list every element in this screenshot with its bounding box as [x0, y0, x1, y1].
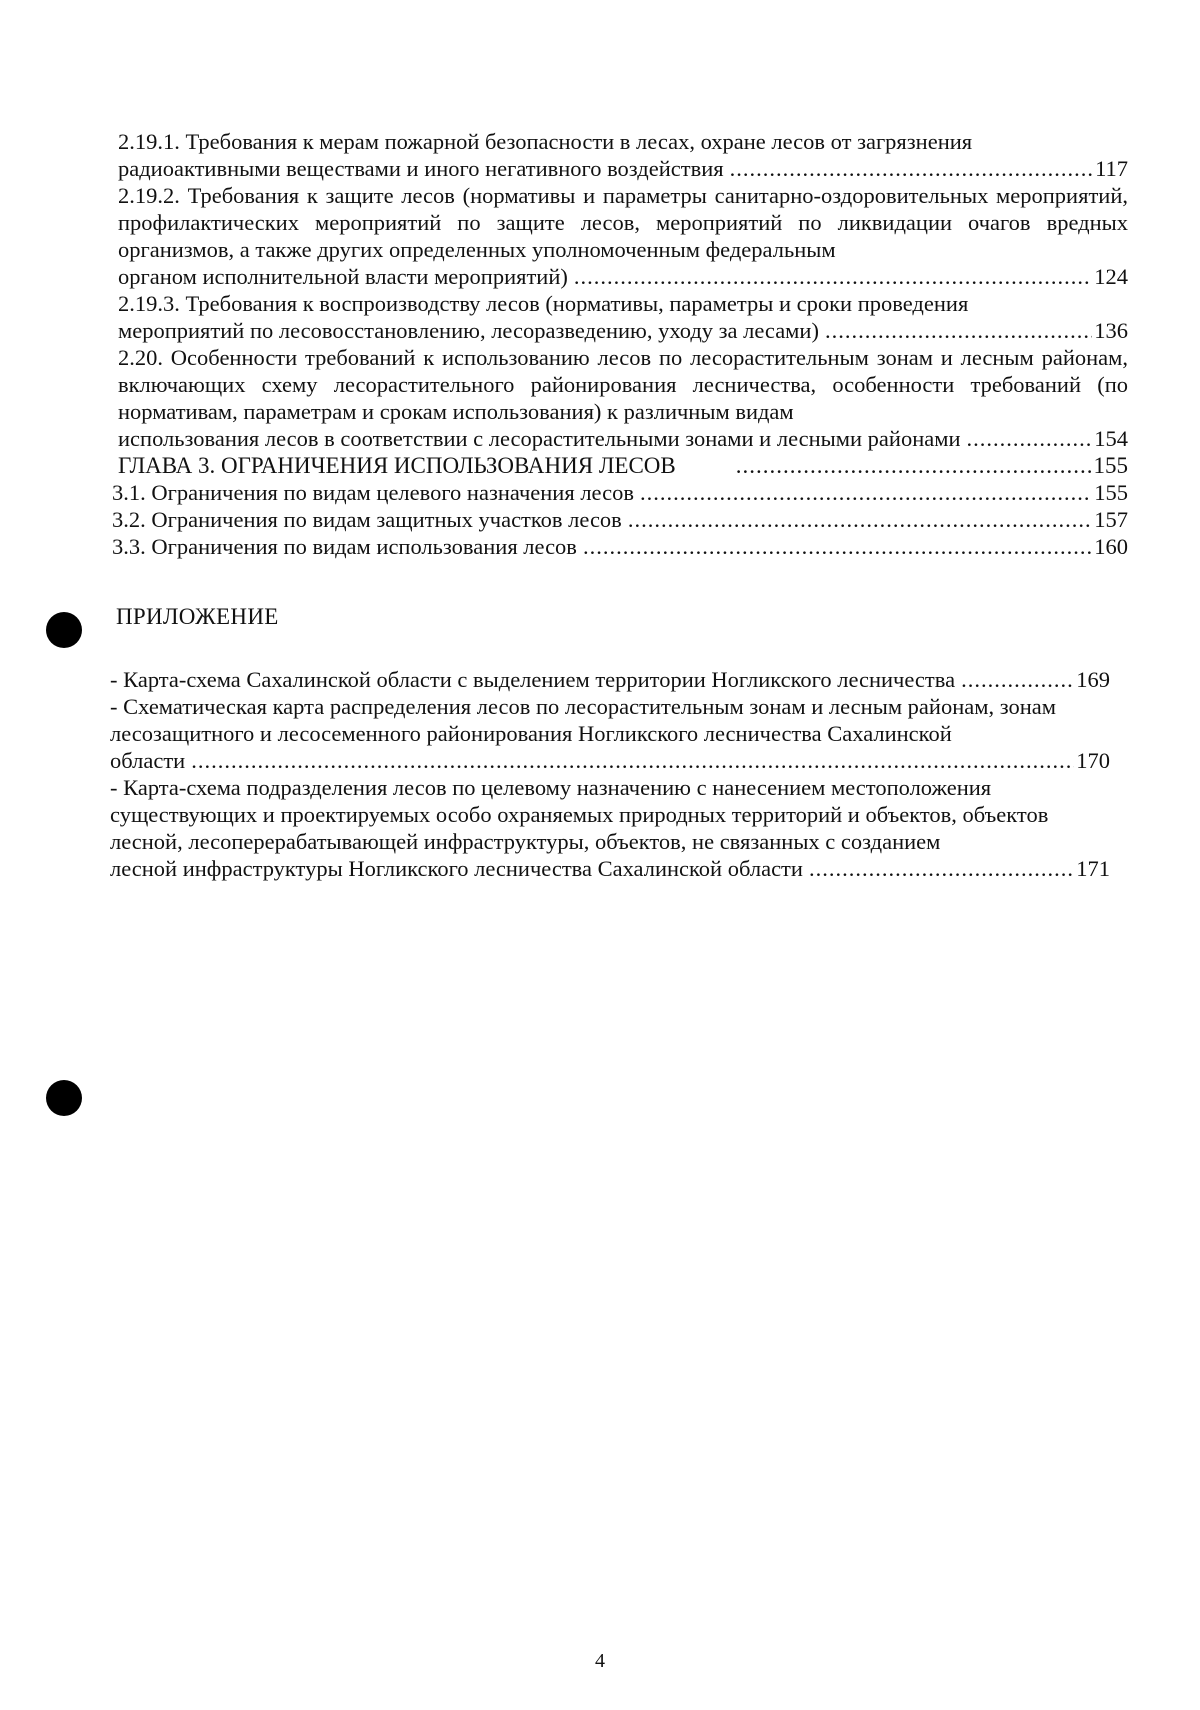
toc-page-number: 171	[1076, 856, 1110, 881]
toc-entry-2-19-1	[118, 128, 1128, 182]
appendix-item-1	[110, 666, 1110, 693]
toc-entry-text: 2.20. Особенности требований к использованию лесов по лесорастительным зонам и лесным районам, включающих схему лесорастительного районирования лесничества, особенности требований (по нормативам, параметрам и срокам использования) к различным видам	[118, 345, 1128, 424]
toc-entry-3-2	[112, 506, 1128, 533]
toc-page-number: 136	[1094, 318, 1128, 343]
toc-page-number: 155	[1093, 453, 1128, 478]
appendix-heading: ПРИЛОЖЕНИЕ	[116, 604, 279, 629]
toc-entry-2-19-3	[118, 290, 1128, 344]
toc-entry-line	[110, 747, 1110, 774]
toc-entry-lead: лесной инфраструктуры Ногликского лесничества Сахалинской области	[110, 856, 803, 881]
toc-entry-line	[112, 533, 1128, 560]
dot-leader	[583, 533, 1092, 560]
dot-leader	[628, 506, 1092, 533]
punch-hole-top	[46, 612, 82, 648]
toc-entry-line	[112, 506, 1128, 533]
table-of-contents	[112, 128, 1128, 560]
dot-leader	[736, 452, 1092, 479]
toc-entry-lead: 3.3. Ограничения по видам использования лесов	[112, 534, 577, 559]
appendix-item-3	[110, 774, 1110, 882]
toc-page-number: 169	[1076, 667, 1110, 692]
toc-entry-text: - Схематическая карта распределения лесов по лесорастительным зонам и лесным районам, зонам лесозащитного и лесосеменного районирования Ногликского лесничества Сахалинской	[110, 694, 1056, 746]
dot-leader	[640, 479, 1092, 506]
toc-page-number: 160	[1094, 534, 1128, 559]
toc-entry-lead: - Карта-схема Сахалинской области с выделением территории Ногликского лесничества	[110, 667, 956, 692]
dot-leader	[191, 747, 1074, 774]
toc-entry-text: - Карта-схема подразделения лесов по целевому назначению с нанесением местоположения существующих и проектируемых особо охраняемых природных территорий и объектов, объектов лесной, лесоперерабатывающей инфраструктуры, объектов, не связанных с созданием	[110, 775, 1049, 854]
toc-entry-line	[110, 855, 1110, 882]
toc-page-number: 155	[1094, 480, 1128, 505]
toc-entry-line	[118, 317, 1128, 344]
toc-entry-line	[118, 155, 1128, 182]
punch-hole-bottom	[46, 1080, 82, 1116]
dot-leader	[809, 855, 1074, 882]
toc-entry-lead: области	[110, 748, 186, 773]
dot-leader	[825, 317, 1092, 344]
dot-leader	[967, 425, 1093, 452]
toc-chapter-3	[118, 452, 1128, 479]
toc-page-number: 154	[1094, 426, 1128, 451]
dot-leader	[574, 263, 1092, 290]
toc-entry-text: 2.19.3. Требования к воспроизводству лесов (нормативы, параметры и сроки проведения	[118, 291, 969, 316]
toc-entry-lead: 3.2. Ограничения по видам защитных участков лесов	[112, 507, 622, 532]
page-number: 4	[595, 1650, 605, 1672]
toc-entry-line	[110, 666, 1110, 693]
toc-entry-3-1	[112, 479, 1128, 506]
toc-entry-lead: мероприятий по лесовосстановлению, лесоразведению, уходу за лесами)	[118, 318, 819, 343]
toc-page-number: 117	[1095, 156, 1128, 181]
toc-page-number: 124	[1094, 264, 1128, 289]
toc-entry-lead: использования лесов в соответствии с лесорастительными зонами и лесными районами	[118, 426, 961, 451]
appendix-list	[110, 666, 1110, 882]
toc-entry-lead: 3.1. Ограничения по видам целевого назначения лесов	[112, 480, 634, 505]
toc-entry-text: 2.19.2. Требования к защите лесов (нормативы и параметры санитарно-оздоровительных мероприятий, профилактических мероприятий по защите лесов, мероприятий по ликвидации очагов вредных организмов, а также других определенных уполномоченным федеральным	[118, 183, 1128, 262]
toc-entry-line	[118, 263, 1128, 290]
dot-leader	[961, 666, 1074, 693]
toc-entry-lead: радиоактивными веществами и иного негативного воздействия	[118, 156, 724, 181]
toc-entry-text: 2.19.1. Требования к мерам пожарной безопасности в лесах, охране лесов от загрязнения	[118, 129, 973, 154]
toc-entry-2-20	[118, 344, 1128, 452]
chapter-title: ГЛАВА 3. ОГРАНИЧЕНИЯ ИСПОЛЬЗОВАНИЯ ЛЕСОВ	[118, 453, 676, 478]
toc-entry-2-19-2	[118, 182, 1128, 290]
toc-entry-line	[118, 452, 1128, 479]
toc-entry-lead: органом исполнительной власти мероприятий)	[118, 264, 568, 289]
toc-entry-line	[112, 479, 1128, 506]
toc-entry-line	[118, 425, 1128, 452]
dot-leader	[730, 155, 1093, 182]
toc-page-number: 157	[1094, 507, 1128, 532]
toc-page-number: 170	[1076, 748, 1110, 773]
toc-entry-3-3	[112, 533, 1128, 560]
appendix-item-2	[110, 693, 1110, 774]
